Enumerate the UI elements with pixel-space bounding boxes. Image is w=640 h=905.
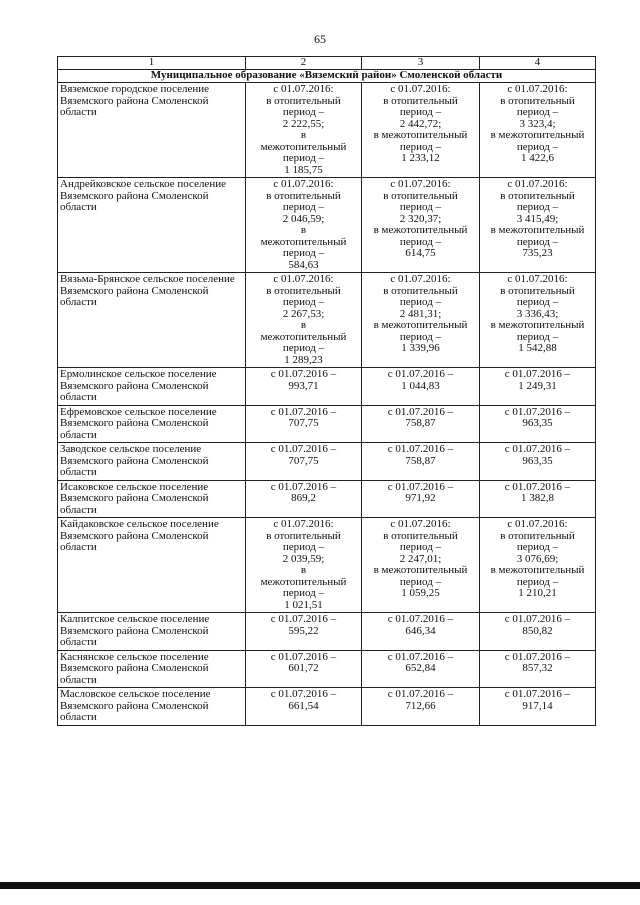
tariff-cell-col-4 (480, 613, 596, 651)
tariff-line: в межотопительный (490, 319, 585, 331)
settlement-name: Вязьма-Брянское сельское поселение Вяземского района Смоленской области (58, 273, 246, 368)
tariff-line: период – (399, 201, 442, 213)
tariff-line: с 01.07.2016 – (270, 688, 337, 700)
tariff-cell-col-4 (480, 480, 596, 518)
tariff-line: в отопительный (383, 94, 458, 107)
tariff-cell-col-3 (362, 480, 480, 518)
table-row (58, 178, 596, 273)
column-number-4: 4 (480, 57, 596, 70)
tariff-line: в межотопительный (373, 129, 468, 141)
tariff-cell-col-4 (480, 368, 596, 406)
tariff-line: 646,34 (405, 624, 436, 637)
tariff-cell-col-3 (362, 688, 480, 726)
tariff-cell-col-4 (480, 688, 596, 726)
tariff-cell-col-3 (362, 178, 480, 273)
tariff-line: в отопительный (383, 284, 458, 297)
tariff-line: с 01.07.2016 – (387, 688, 454, 700)
tariff-line: 2 046,59; (282, 212, 325, 225)
table-row (58, 443, 596, 481)
tariff-line: в межотопительный (373, 564, 468, 576)
tariff-line: с 01.07.2016 – (504, 480, 571, 493)
tariff-line: с 01.07.2016 – (504, 405, 571, 418)
tariff-line: с 01.07.2016 – (387, 443, 454, 455)
table-row (58, 83, 596, 178)
tariff-cell-col-2 (246, 613, 362, 651)
tariff-line: 1 542,88 (518, 342, 557, 354)
tariff-line: с 01.07.2016 – (387, 650, 454, 663)
tariff-line: с 01.07.2016: (273, 178, 334, 190)
tariff-line: 661,54 (288, 699, 319, 712)
tariff-line: с 01.07.2016: (507, 518, 568, 530)
tariff-line: период – (282, 342, 325, 354)
settlement-name: Исаковское сельское поселение Вяземского района Смоленской области (58, 480, 246, 518)
tariff-line: в (300, 224, 307, 236)
tariff-line: с 01.07.2016: (507, 83, 568, 95)
settlement-name: Масловское сельское поселение Вяземского района Смоленской области (58, 688, 246, 726)
tariff-line: с 01.07.2016 – (387, 480, 454, 493)
column-number-3: 3 (362, 57, 480, 70)
tariff-line: с 01.07.2016 – (504, 688, 571, 700)
tariff-line: 2 481,31; (399, 307, 442, 320)
settlement-name: Вяземское городское поселение Вяземского района Смоленской области (58, 83, 246, 178)
tariff-line: период – (282, 152, 325, 164)
tariff-cell-col-4 (480, 650, 596, 688)
tariff-line: период – (399, 106, 442, 118)
tariff-line: 971,92 (405, 492, 436, 504)
tariff-line: в отопительный (500, 189, 575, 202)
tariff-line: с 01.07.2016 – (504, 650, 571, 663)
settlement-name: Кайдаковское сельское поселение Вяземского района Смоленской области (58, 518, 246, 613)
tariff-cell-col-2 (246, 650, 362, 688)
tariff-cell-col-2 (246, 480, 362, 518)
tariff-line: с 01.07.2016: (273, 83, 334, 95)
tariff-line: в отопительный (500, 284, 575, 297)
tariff-line: с 01.07.2016: (507, 273, 568, 285)
tariff-cell-col-4 (480, 83, 596, 178)
settlement-name: Каснянское сельское поселение Вяземского района Смоленской области (58, 650, 246, 688)
tariff-cell-col-2 (246, 368, 362, 406)
tariff-line: в (300, 129, 307, 141)
tariff-line: в (300, 319, 307, 331)
tariff-line: 595,22 (288, 624, 319, 637)
table-row (58, 518, 596, 613)
tariff-line: в (300, 564, 307, 576)
tariff-line: с 01.07.2016: (273, 518, 334, 530)
settlement-name: Заводское сельское поселение Вяземского района Смоленской области (58, 443, 246, 481)
tariff-line: с 01.07.2016: (390, 273, 451, 285)
tariff-cell-col-3 (362, 443, 480, 481)
tariff-line: период – (282, 106, 325, 118)
tariff-line: период – (399, 140, 442, 153)
tariff-cell-col-4 (480, 273, 596, 368)
page-number: 65 (314, 32, 326, 46)
tariff-line: 1 422,6 (521, 152, 554, 164)
tariff-line: период – (516, 106, 559, 118)
tariff-line: в отопительный (383, 189, 458, 202)
tariff-line: период – (516, 330, 559, 343)
bottom-border-bar (0, 882, 640, 889)
tariff-cell-col-4 (480, 178, 596, 273)
tariff-line: 1 185,75 (284, 163, 323, 176)
tariff-line: в отопительный (500, 529, 575, 542)
table-body (58, 57, 596, 726)
table-row (58, 650, 596, 688)
tariff-line: межотопительный (260, 235, 347, 248)
column-number-1: 1 (58, 57, 246, 70)
tariff-line: 1 210,21 (518, 587, 557, 599)
tariff-line: 758,87 (405, 454, 436, 467)
tariff-line: 1 289,23 (284, 353, 323, 366)
settlement-name: Калпитское сельское поселение Вяземского района Смоленской области (58, 613, 246, 651)
tariff-cell-col-2 (246, 443, 362, 481)
tariff-cell-col-2 (246, 273, 362, 368)
tariff-line: 869,2 (291, 492, 316, 504)
tariff-line: период – (282, 541, 325, 553)
tariff-line: в межотопительный (490, 564, 585, 576)
tariff-line: с 01.07.2016 – (504, 443, 571, 455)
tariff-line: период – (282, 247, 325, 259)
tariff-line: период – (399, 575, 442, 588)
tariff-line: с 01.07.2016 – (270, 650, 337, 663)
tariff-cell-col-3 (362, 613, 480, 651)
tariff-line: с 01.07.2016: (390, 83, 451, 95)
tariff-line: 1 059,25 (401, 587, 440, 599)
tariff-line: 758,87 (405, 417, 436, 429)
tariff-line: с 01.07.2016 – (387, 368, 454, 380)
tariff-line: период – (516, 201, 559, 213)
tariff-line: 601,72 (288, 662, 319, 674)
tariff-line: 2 039,59; (282, 552, 325, 565)
tariff-line: 3 336,43; (516, 307, 559, 320)
tariff-cell-col-4 (480, 518, 596, 613)
tariff-line: межотопительный (260, 330, 347, 343)
settlement-name: Ермолинское сельское поселение Вяземского района Смоленской области (58, 368, 246, 406)
tariff-line: 963,35 (522, 417, 553, 429)
tariff-line: 3 415,49; (516, 212, 559, 225)
tariff-cell-col-3 (362, 518, 480, 613)
tariff-line: период – (516, 541, 559, 553)
table-row (58, 368, 596, 406)
tariff-line: 712,66 (405, 699, 436, 712)
table-row (58, 480, 596, 518)
tariff-line: 1 044,83 (401, 379, 440, 392)
tariff-cell-col-2 (246, 83, 362, 178)
tariff-line: с 01.07.2016 – (270, 480, 337, 493)
tariff-line: в отопительный (266, 189, 341, 202)
tariff-line: межотопительный (260, 140, 347, 153)
section-title: Муниципальное образование «Вяземский район» Смоленской области (58, 70, 596, 83)
settlement-name: Андрейковское сельское поселение Вяземского района Смоленской области (58, 178, 246, 273)
tariff-line: период – (516, 140, 559, 153)
tariff-line: период – (399, 541, 442, 553)
table-row (58, 273, 596, 368)
tariff-line: с 01.07.2016 – (387, 613, 454, 625)
tariff-line: 3 323,4; (519, 117, 556, 130)
tariff-line: в отопительный (266, 284, 341, 297)
tariff-line: период – (399, 235, 442, 248)
tariff-line: межотопительный (260, 575, 347, 588)
tariff-line: в межотопительный (373, 319, 468, 331)
tariff-cell-col-4 (480, 443, 596, 481)
tariff-line: с 01.07.2016: (390, 518, 451, 530)
tariff-line: 3 076,69; (516, 552, 559, 565)
tariff-line: 2 267,53; (282, 307, 325, 320)
tariff-line: в межотопительный (490, 129, 585, 141)
tariff-cell-col-4 (480, 405, 596, 443)
tariff-line: с 01.07.2016 – (270, 368, 337, 380)
tariff-line: 1 339,96 (401, 342, 440, 354)
tariff-line: период – (399, 330, 442, 343)
tariff-line: период – (516, 296, 559, 308)
section-row (58, 70, 596, 83)
tariff-cell-col-2 (246, 178, 362, 273)
tariff-cell-col-2 (246, 518, 362, 613)
tariff-line: с 01.07.2016 – (504, 613, 571, 625)
tariff-line: с 01.07.2016 – (270, 443, 337, 455)
tariff-cell-col-2 (246, 688, 362, 726)
tariff-line: с 01.07.2016 – (270, 613, 337, 625)
tariff-line: с 01.07.2016 – (387, 405, 454, 418)
tariff-line: период – (516, 575, 559, 588)
column-number-row (58, 57, 596, 70)
tariff-line: 1 382,8 (521, 492, 554, 504)
tariff-line: период – (282, 201, 325, 213)
tariff-line: 2 222,55; (282, 117, 325, 130)
tariff-line: период – (516, 235, 559, 248)
tariff-cell-col-3 (362, 83, 480, 178)
tariff-line: с 01.07.2016 – (504, 368, 571, 380)
column-number-2: 2 (246, 57, 362, 70)
tariff-line: с 01.07.2016: (273, 273, 334, 285)
tariff-line: 2 320,37; (399, 212, 442, 225)
table-row (58, 405, 596, 443)
tariff-line: период – (399, 296, 442, 308)
tariff-line: 993,71 (288, 379, 319, 392)
tariff-cell-col-3 (362, 650, 480, 688)
tariff-line: 1 021,51 (284, 598, 323, 611)
tariff-table (57, 56, 596, 726)
tariff-line: период – (282, 587, 325, 599)
tariff-line: 707,75 (288, 417, 319, 429)
tariff-line: 735,23 (522, 247, 553, 259)
tariff-line: 917,14 (522, 699, 553, 712)
tariff-line: 850,82 (522, 624, 553, 637)
tariff-cell-col-3 (362, 405, 480, 443)
tariff-line: с 01.07.2016 – (270, 405, 337, 418)
tariff-line: в межотопительный (373, 224, 468, 236)
tariff-line: 857,32 (522, 662, 553, 674)
tariff-line: в межотопительный (490, 224, 585, 236)
tariff-line: 584,63 (288, 258, 319, 271)
tariff-line: 1 249,31 (518, 379, 557, 392)
tariff-line: с 01.07.2016: (390, 178, 451, 190)
tariff-cell-col-3 (362, 273, 480, 368)
tariff-line: в отопительный (383, 529, 458, 542)
tariff-line: 963,35 (522, 454, 553, 467)
tariff-line: период – (282, 296, 325, 308)
tariff-line: с 01.07.2016: (507, 178, 568, 190)
tariff-cell-col-3 (362, 368, 480, 406)
tariff-line: в отопительный (266, 529, 341, 542)
tariff-line: 652,84 (405, 662, 436, 674)
table-row (58, 688, 596, 726)
table-row (58, 613, 596, 651)
tariff-cell-col-2 (246, 405, 362, 443)
settlement-name: Ефремовское сельское поселение Вяземского района Смоленской области (58, 405, 246, 443)
tariff-line: 614,75 (405, 247, 436, 259)
tariff-line: 2 247,01; (399, 552, 442, 565)
tariff-line: 1 233,12 (401, 152, 440, 164)
tariff-line: в отопительный (500, 94, 575, 107)
tariff-line: 2 442,72; (399, 117, 442, 130)
tariff-line: 707,75 (288, 454, 319, 467)
tariff-line: в отопительный (266, 94, 341, 107)
